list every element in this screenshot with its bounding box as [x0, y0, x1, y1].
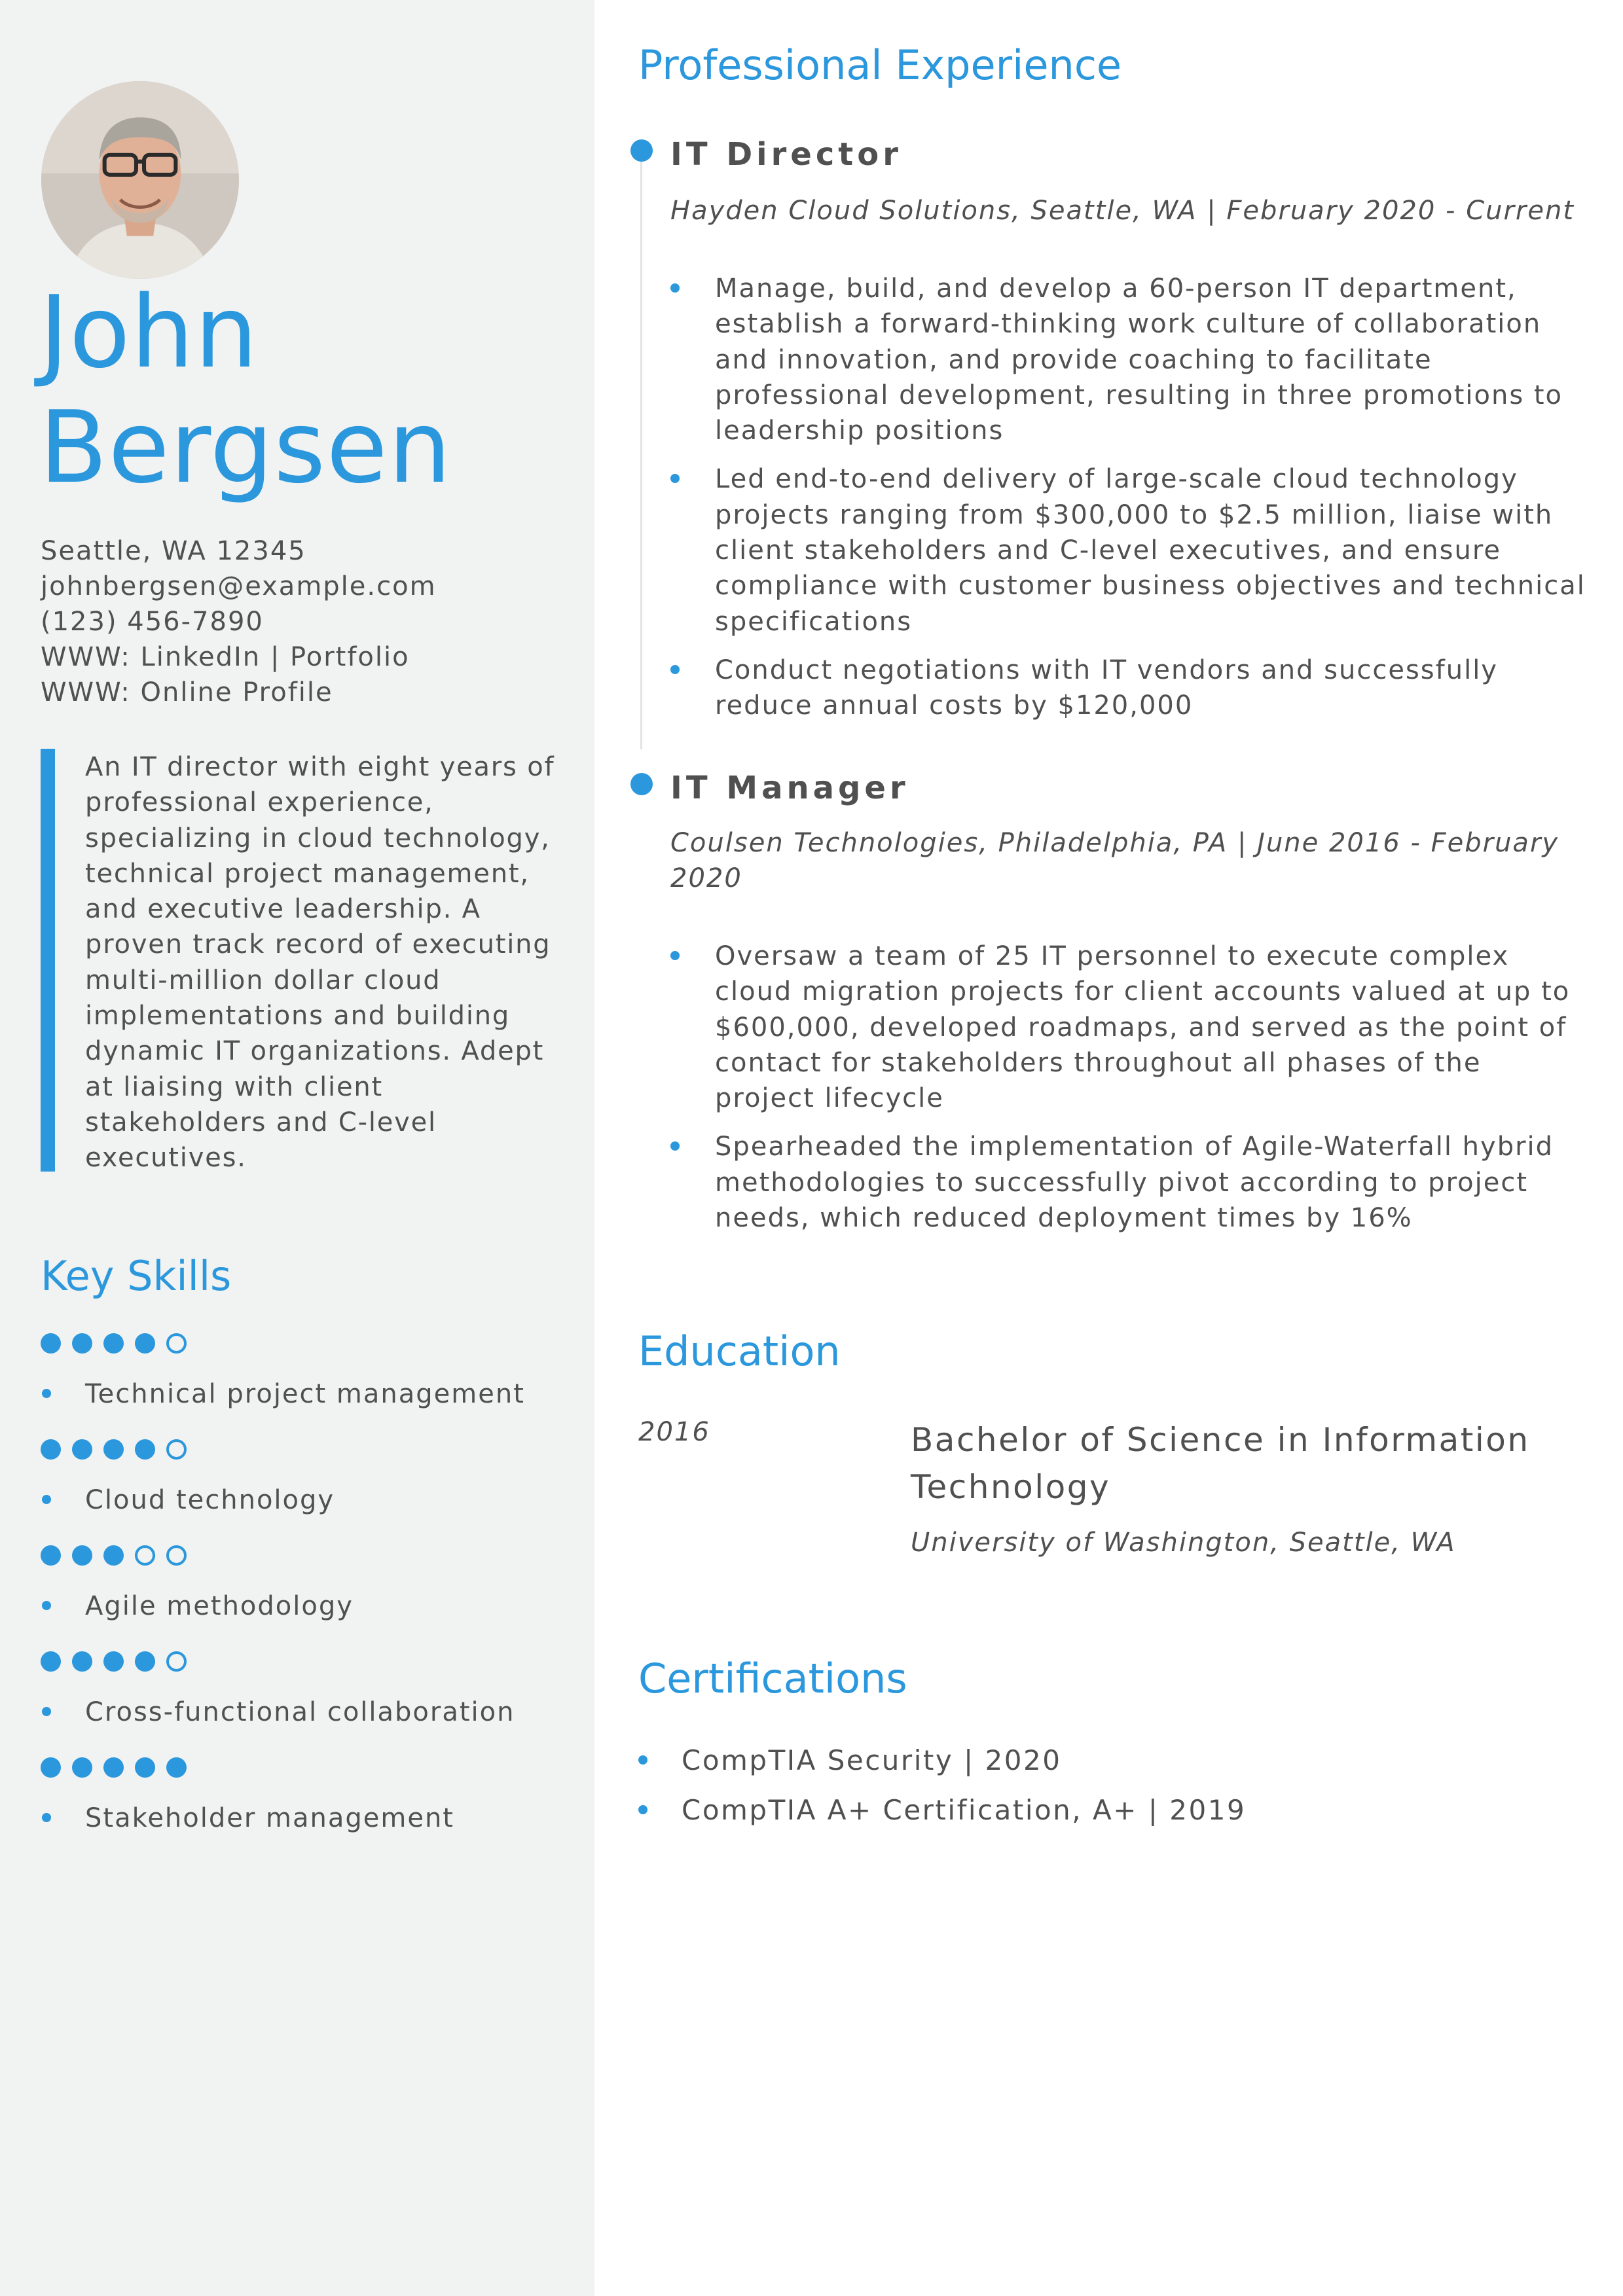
contact-phone: (123) 456-7890 — [41, 607, 264, 637]
skill-rating — [41, 1651, 577, 1671]
bullet-icon — [42, 1707, 51, 1716]
timeline-dot-icon — [630, 139, 653, 162]
rating-filled-dot-icon — [135, 1439, 155, 1460]
main-content — [594, 0, 1623, 2296]
job-title: IT Director — [670, 136, 902, 173]
first-name: John — [39, 274, 259, 390]
list-item — [670, 653, 1587, 724]
skill-rating — [41, 1439, 577, 1459]
bullet-icon — [42, 1601, 51, 1610]
certifications-heading: Certifications — [638, 1655, 907, 1702]
education-heading: Education — [638, 1327, 841, 1375]
contact-links[interactable]: WWW: LinkedIn | Portfolio — [41, 642, 410, 672]
professional-summary: An IT director with eight years of professional experience, specializing in cloud technology, technical project management, and executive leadership. A proven track record of executing multi-million dollar cloud implementations and building dynamic IT organizations. Adept at liaising with client stakeholders and C-level executives. — [85, 752, 555, 1174]
skill-label — [41, 1376, 577, 1412]
rating-empty-dot-icon — [166, 1333, 187, 1354]
rating-filled-dot-icon — [103, 1439, 124, 1460]
skill-item — [41, 1757, 577, 1836]
bullet-icon — [670, 474, 680, 483]
bullet-text: Led end-to-end delivery of large-scale cloud technology projects ranging from $300,000 to $2.5 million, liaise with client stakeholders and C-level executives, and ensure compliance with customer business objectives and technical specifications — [715, 464, 1586, 637]
summary-accent-bar — [41, 749, 55, 1172]
list-item — [638, 1742, 1555, 1779]
key-skills-heading: Key Skills — [41, 1252, 232, 1300]
job-title: IT Manager — [670, 770, 909, 806]
bullet-icon — [42, 1389, 51, 1398]
bullet-icon — [42, 1813, 51, 1822]
bullet-icon — [670, 283, 680, 293]
skill-label — [41, 1588, 577, 1624]
rating-filled-dot-icon — [41, 1651, 61, 1672]
rating-filled-dot-icon — [72, 1333, 92, 1354]
job-bullets — [670, 271, 1587, 737]
rating-empty-dot-icon — [135, 1545, 155, 1566]
job-company-meta: Hayden Cloud Solutions, Seattle, WA | February 2020 - Current — [670, 196, 1575, 226]
skill-label — [41, 1482, 577, 1518]
skill-label-text: Stakeholder management — [85, 1803, 454, 1833]
rating-filled-dot-icon — [41, 1439, 61, 1460]
bullet-icon — [670, 1141, 680, 1151]
timeline-line — [640, 147, 642, 749]
rating-filled-dot-icon — [135, 1757, 155, 1778]
skill-label-text: Agile methodology — [85, 1591, 354, 1621]
rating-filled-dot-icon — [103, 1545, 124, 1566]
candidate-name — [39, 275, 576, 505]
bullet-icon — [638, 1805, 647, 1814]
education-degree: Bachelor of Science in Information Technology — [911, 1421, 1530, 1506]
contact-online-profile[interactable]: WWW: Online Profile — [41, 677, 333, 708]
timeline-dot-icon — [630, 773, 653, 795]
list-item — [670, 1129, 1587, 1236]
contact-block — [41, 533, 577, 710]
rating-empty-dot-icon — [166, 1651, 187, 1672]
skill-item — [41, 1439, 577, 1518]
rating-empty-dot-icon — [166, 1545, 187, 1566]
job-company-meta: Coulsen Technologies, Philadelphia, PA | June 2016 - February 2020 — [670, 828, 1559, 893]
list-item — [638, 1792, 1555, 1829]
rating-filled-dot-icon — [103, 1651, 124, 1672]
skill-rating — [41, 1545, 577, 1565]
rating-filled-dot-icon — [135, 1651, 155, 1672]
rating-filled-dot-icon — [166, 1757, 187, 1778]
skill-label-text: Cross-functional collaboration — [85, 1697, 515, 1727]
education-school: University of Washington, Seattle, WA — [911, 1528, 1456, 1558]
last-name: Bergsen — [39, 389, 452, 505]
certifications-list — [638, 1742, 1555, 1842]
rating-filled-dot-icon — [41, 1333, 61, 1354]
bullet-text: Oversaw a team of 25 IT personnel to execute complex cloud migration projects for client accounts valued at up to $600,000, developed roadmaps, and served as the point of contact for stakeholders throughout all phases of the project lifecycle — [715, 941, 1571, 1114]
bullet-text: Conduct negotiations with IT vendors and successfully reduce annual costs by $120,000 — [715, 655, 1498, 721]
bullet-icon — [638, 1755, 647, 1765]
education-year: 2016 — [638, 1417, 710, 1447]
portrait-image — [41, 81, 239, 279]
skill-rating — [41, 1333, 577, 1353]
skill-rating — [41, 1757, 577, 1777]
list-item — [670, 461, 1587, 639]
rating-filled-dot-icon — [41, 1545, 61, 1566]
rating-filled-dot-icon — [103, 1757, 124, 1778]
skill-label — [41, 1801, 577, 1836]
certification-text: CompTIA A+ Certification, A+ | 2019 — [682, 1794, 1247, 1826]
job-bullets — [670, 939, 1587, 1249]
sidebar — [0, 0, 594, 2296]
profile-photo — [41, 81, 239, 279]
bullet-icon — [670, 951, 680, 960]
bullet-icon — [670, 665, 680, 674]
skill-item — [41, 1333, 577, 1412]
rating-filled-dot-icon — [41, 1757, 61, 1778]
rating-filled-dot-icon — [103, 1333, 124, 1354]
rating-filled-dot-icon — [135, 1333, 155, 1354]
rating-filled-dot-icon — [72, 1439, 92, 1460]
bullet-text: Spearheaded the implementation of Agile-Waterfall hybrid methodologies to successfully pivot according to project needs, which reduced deployment times by 16% — [715, 1132, 1554, 1234]
experience-heading: Professional Experience — [638, 41, 1122, 89]
rating-filled-dot-icon — [72, 1545, 92, 1566]
rating-filled-dot-icon — [72, 1757, 92, 1778]
list-item — [670, 939, 1587, 1116]
contact-email[interactable]: johnbergsen@example.com — [41, 571, 437, 601]
skill-item — [41, 1651, 577, 1730]
skill-item — [41, 1545, 577, 1624]
rating-filled-dot-icon — [72, 1651, 92, 1672]
bullet-icon — [42, 1495, 51, 1504]
list-item — [670, 271, 1587, 448]
bullet-text: Manage, build, and develop a 60-person IT department, establish a forward-thinking work culture of collaboration and innovation, and provide coaching to facilitate professional development, resulting in three promotions to leadership positions — [715, 274, 1563, 446]
rating-empty-dot-icon — [166, 1439, 187, 1460]
skill-label — [41, 1695, 577, 1730]
skill-label-text: Cloud technology — [85, 1485, 335, 1515]
contact-location: Seattle, WA 12345 — [41, 536, 306, 566]
certification-text: CompTIA Security | 2020 — [682, 1744, 1062, 1776]
skill-label-text: Technical project management — [85, 1379, 525, 1409]
